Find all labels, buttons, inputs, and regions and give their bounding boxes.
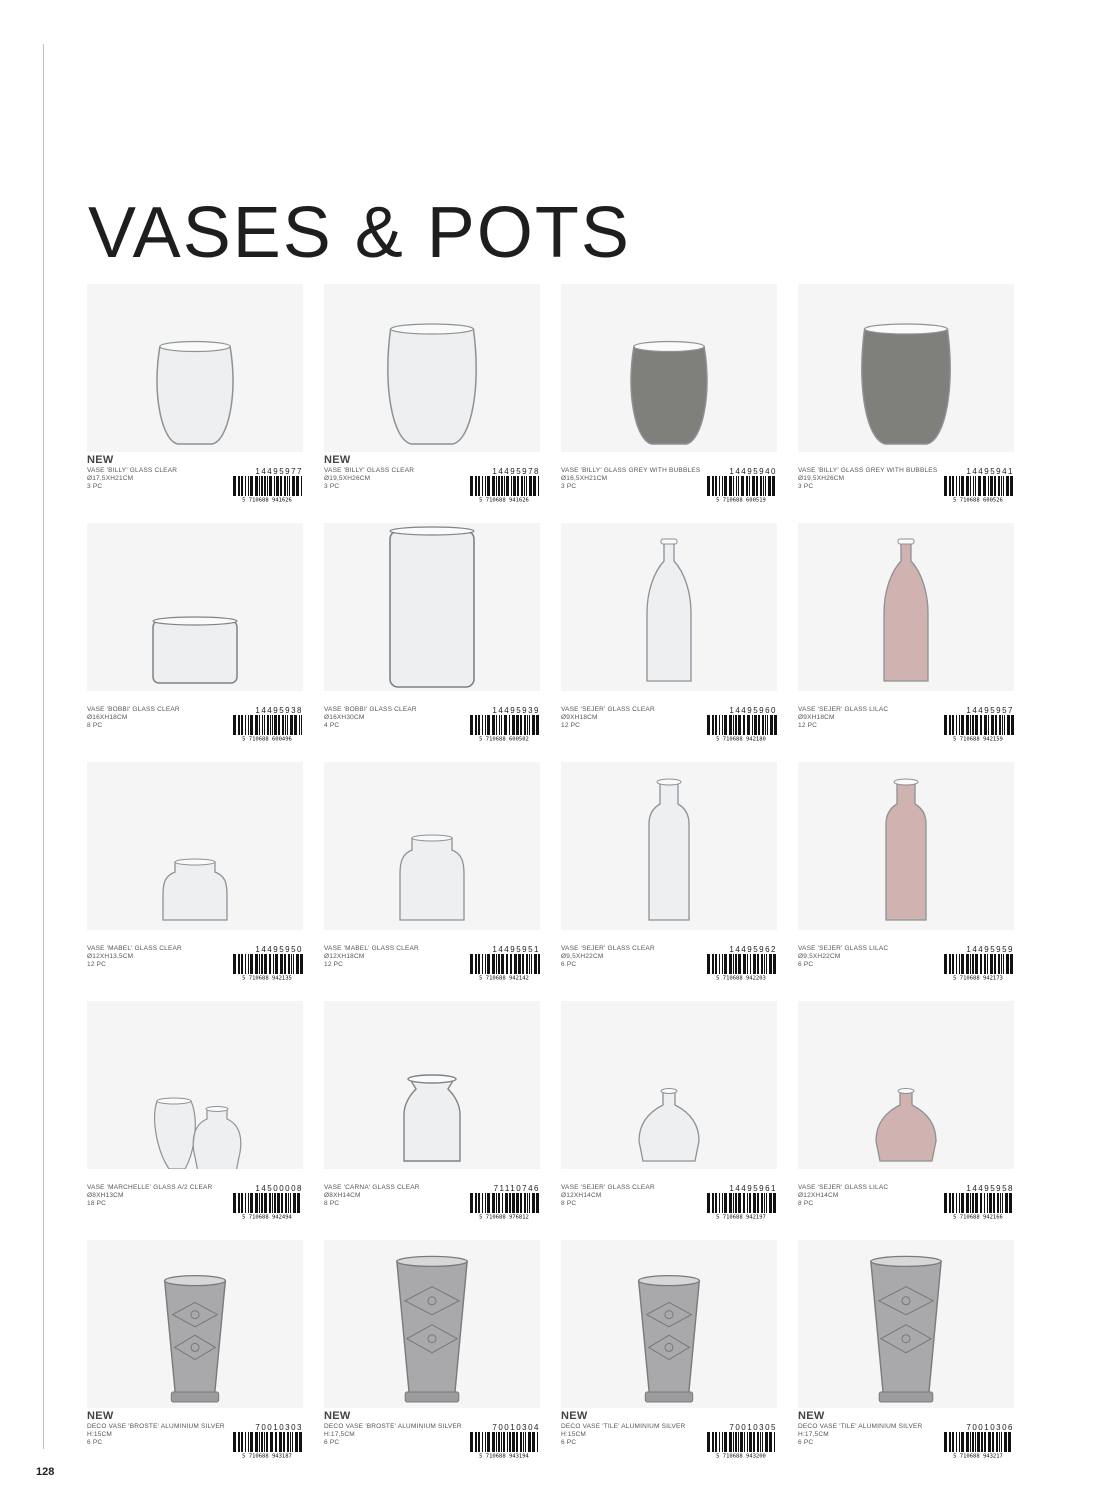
svg-text:5 710688 942166: 5 710688 942166 [953, 1214, 1003, 1219]
product-qty: 6 PC [324, 1439, 340, 1446]
product-card [324, 1001, 540, 1239]
product-qty: 6 PC [561, 1439, 577, 1446]
product-description [798, 1184, 948, 1208]
svg-text:5 710688 600502: 5 710688 600502 [479, 736, 529, 741]
svg-text:5 710688 943200: 5 710688 943200 [716, 1453, 766, 1458]
product-photo [87, 762, 303, 930]
svg-text:5 710688 943194: 5 710688 943194 [479, 1453, 529, 1458]
product-photo [324, 523, 540, 691]
product-dims: Ø19,5XH26CM [324, 475, 371, 482]
barcode [468, 954, 540, 980]
svg-text:5 710688 942180: 5 710688 942180 [716, 736, 766, 741]
product-qty: 12 PC [798, 722, 818, 729]
product-name: DECO VASE 'BROSTE' ALUMINIUM SILVER [324, 1423, 462, 1430]
product-name: VASE 'SEJER' GLASS CLEAR [561, 1184, 655, 1191]
product-name: VASE 'BILLY' GLASS CLEAR [324, 467, 415, 474]
product-card [87, 762, 303, 1000]
product-dims: Ø12XH13,5CM [87, 953, 134, 960]
product-dims: H:17,5CM [324, 1431, 355, 1438]
product-code: 70010305 [729, 1423, 777, 1432]
product-card [798, 523, 1014, 761]
product-description [561, 1423, 711, 1447]
product-qty: 8 PC [798, 1200, 814, 1207]
product-code: 14495940 [729, 467, 777, 476]
product-description [561, 1184, 711, 1208]
svg-text:5 710688 942135: 5 710688 942135 [242, 975, 292, 980]
product-qty: 3 PC [87, 483, 103, 490]
svg-text:5 710688 942203: 5 710688 942203 [716, 975, 766, 980]
product-code: 14495978 [492, 467, 540, 476]
product-code: 14495977 [255, 467, 303, 476]
product-code: 70010303 [255, 1423, 303, 1432]
product-card [798, 284, 1014, 522]
product-dims: Ø19,5XH26CM [798, 475, 845, 482]
product-card [798, 1240, 1014, 1478]
product-qty: 12 PC [561, 722, 581, 729]
product-photo [561, 762, 777, 930]
svg-text:5 710688 600496: 5 710688 600496 [242, 736, 292, 741]
product-dims: Ø12XH14CM [798, 1192, 839, 1199]
product-photo [798, 523, 1014, 691]
product-qty: 6 PC [798, 961, 814, 968]
barcode [942, 476, 1014, 502]
product-name: DECO VASE 'TILE' ALUMINIUM SILVER [561, 1423, 686, 1430]
barcode [942, 715, 1014, 741]
svg-text:5 710688 943187: 5 710688 943187 [242, 1453, 292, 1458]
product-name: DECO VASE 'BROSTE' ALUMINIUM SILVER [87, 1423, 225, 1430]
product-description [87, 467, 237, 491]
barcode [231, 715, 303, 741]
new-badge: NEW [324, 1410, 351, 1422]
product-dims: Ø16,5XH21CM [561, 475, 608, 482]
product-name: VASE 'SEJER' GLASS CLEAR [561, 945, 655, 952]
product-dims: Ø12XH14CM [561, 1192, 602, 1199]
product-card [87, 284, 303, 522]
product-qty: 3 PC [324, 483, 340, 490]
product-code: 71110746 [493, 1184, 540, 1193]
svg-text:5 710688 942159: 5 710688 942159 [953, 736, 1003, 741]
new-badge: NEW [561, 1410, 588, 1422]
new-badge: NEW [87, 1410, 114, 1422]
new-badge: NEW [798, 1410, 825, 1422]
product-name: VASE 'SEJER' GLASS LILAC [798, 706, 889, 713]
barcode [468, 476, 540, 502]
barcode [231, 476, 303, 502]
product-card [798, 1001, 1014, 1239]
product-name: VASE 'BILLY' GLASS GREY WITH BUBBLES [798, 467, 938, 474]
barcode [942, 954, 1014, 980]
product-description [798, 945, 948, 969]
product-photo [87, 523, 303, 691]
product-dims: Ø9XH18CM [561, 714, 598, 721]
product-dims: Ø9XH18CM [798, 714, 835, 721]
product-dims: H:17,5CM [798, 1431, 829, 1438]
product-code: 14500008 [255, 1184, 303, 1193]
product-photo [561, 1240, 777, 1408]
product-name: VASE 'SEJER' GLASS LILAC [798, 945, 889, 952]
product-name: VASE 'BOBBI' GLASS CLEAR [87, 706, 180, 713]
product-photo [87, 1001, 303, 1169]
svg-text:5 710688 976812: 5 710688 976812 [479, 1214, 529, 1219]
product-photo [798, 1240, 1014, 1408]
product-name: VASE 'CARNA' GLASS CLEAR [324, 1184, 420, 1191]
product-card [798, 762, 1014, 1000]
barcode [231, 1193, 303, 1219]
product-card [87, 1001, 303, 1239]
product-photo [324, 1240, 540, 1408]
product-code: 14495959 [966, 945, 1014, 954]
product-dims: Ø16XH18CM [87, 714, 128, 721]
product-name: DECO VASE 'TILE' ALUMINIUM SILVER [798, 1423, 923, 1430]
product-name: VASE 'MARCHELLE' GLASS A/2 CLEAR [87, 1184, 213, 1191]
svg-text:5 710688 942494: 5 710688 942494 [242, 1214, 292, 1219]
product-card [324, 523, 540, 761]
product-card [561, 1001, 777, 1239]
barcode [942, 1193, 1014, 1219]
product-description [87, 945, 237, 969]
product-dims: Ø9,5XH22CM [561, 953, 604, 960]
product-photo [324, 1001, 540, 1169]
product-qty: 8 PC [324, 1200, 340, 1207]
product-photo [561, 284, 777, 452]
product-dims: Ø16XH30CM [324, 714, 365, 721]
barcode [468, 1432, 540, 1458]
product-qty: 3 PC [798, 483, 814, 490]
barcode [705, 1193, 777, 1219]
product-card [561, 762, 777, 1000]
svg-text:5 710688 942142: 5 710688 942142 [479, 975, 529, 980]
product-name: VASE 'SEJER' GLASS CLEAR [561, 706, 655, 713]
product-card [324, 1240, 540, 1478]
product-qty: 3 PC [561, 483, 577, 490]
product-description [87, 706, 237, 730]
barcode [942, 1432, 1014, 1458]
product-description [798, 467, 948, 491]
svg-text:5 710688 942173: 5 710688 942173 [953, 975, 1003, 980]
product-photo [87, 284, 303, 452]
product-photo [798, 284, 1014, 452]
product-code: 14495951 [492, 945, 540, 954]
product-description [798, 1423, 948, 1447]
page-margin-rule [43, 44, 44, 1449]
barcode [468, 715, 540, 741]
barcode [231, 954, 303, 980]
new-badge: NEW [324, 454, 351, 466]
product-dims: Ø12XH18CM [324, 953, 365, 960]
product-name: VASE 'SEJER' GLASS LILAC [798, 1184, 889, 1191]
product-description [324, 1184, 474, 1208]
product-description [87, 1184, 237, 1208]
product-code: 14495960 [729, 706, 777, 715]
product-card [324, 762, 540, 1000]
product-code: 14495950 [255, 945, 303, 954]
product-card [561, 523, 777, 761]
product-qty: 6 PC [561, 961, 577, 968]
product-code: 70010304 [492, 1423, 540, 1432]
product-description [87, 1423, 237, 1447]
barcode [705, 1432, 777, 1458]
product-qty: 4 PC [324, 722, 340, 729]
product-name: VASE 'BILLY' GLASS GREY WITH BUBBLES [561, 467, 701, 474]
product-card [561, 284, 777, 522]
product-card [87, 1240, 303, 1478]
svg-text:5 710688 600519: 5 710688 600519 [716, 497, 766, 502]
svg-text:5 710688 943217: 5 710688 943217 [953, 1453, 1003, 1458]
product-qty: 12 PC [87, 961, 107, 968]
product-photo [324, 762, 540, 930]
product-photo [798, 762, 1014, 930]
product-code: 14495958 [966, 1184, 1014, 1193]
product-name: VASE 'BILLY' GLASS CLEAR [87, 467, 178, 474]
svg-text:5 710688 941626: 5 710688 941626 [479, 497, 529, 502]
product-description [324, 1423, 474, 1447]
product-dims: Ø9,5XH22CM [798, 953, 841, 960]
page-number: 128 [36, 1466, 55, 1478]
product-description [561, 945, 711, 969]
product-name: VASE 'MABEL' GLASS CLEAR [324, 945, 419, 952]
product-code: 14495939 [492, 706, 540, 715]
product-photo [324, 284, 540, 452]
barcode [705, 476, 777, 502]
product-description [324, 467, 474, 491]
barcode [231, 1432, 303, 1458]
svg-text:5 710688 942197: 5 710688 942197 [716, 1214, 766, 1219]
product-qty: 8 PC [87, 722, 103, 729]
product-qty: 6 PC [87, 1439, 103, 1446]
product-code: 14495962 [729, 945, 777, 954]
product-qty: 12 PC [324, 961, 344, 968]
product-description [324, 706, 474, 730]
product-description [561, 467, 711, 491]
barcode [468, 1193, 540, 1219]
product-qty: 8 PC [561, 1200, 577, 1207]
product-dims: H:15CM [87, 1431, 113, 1438]
product-photo [561, 1001, 777, 1169]
product-code: 14495957 [966, 706, 1014, 715]
product-name: VASE 'BOBBI' GLASS CLEAR [324, 706, 417, 713]
product-code: 70010306 [966, 1423, 1014, 1432]
product-qty: 6 PC [798, 1439, 814, 1446]
product-dims: H:15CM [561, 1431, 587, 1438]
product-description [798, 706, 948, 730]
product-card [324, 284, 540, 522]
barcode [705, 715, 777, 741]
product-card [87, 523, 303, 761]
barcode [705, 954, 777, 980]
product-code: 14495938 [255, 706, 303, 715]
product-code: 14495941 [966, 467, 1014, 476]
svg-text:5 710688 600526: 5 710688 600526 [953, 497, 1003, 502]
product-card [561, 1240, 777, 1478]
product-photo [561, 523, 777, 691]
product-description [324, 945, 474, 969]
new-badge: NEW [87, 454, 114, 466]
product-photo [87, 1240, 303, 1408]
product-qty: 18 PC [87, 1200, 107, 1207]
page-title: VASES & POTS [88, 193, 631, 273]
product-dims: Ø8XH13CM [87, 1192, 124, 1199]
product-dims: Ø17,5XH21CM [87, 475, 134, 482]
product-photo [798, 1001, 1014, 1169]
product-dims: Ø8XH14CM [324, 1192, 361, 1199]
svg-text:5 710688 941626: 5 710688 941626 [242, 497, 292, 502]
product-name: VASE 'MABEL' GLASS CLEAR [87, 945, 182, 952]
product-code: 14495961 [729, 1184, 777, 1193]
product-description [561, 706, 711, 730]
